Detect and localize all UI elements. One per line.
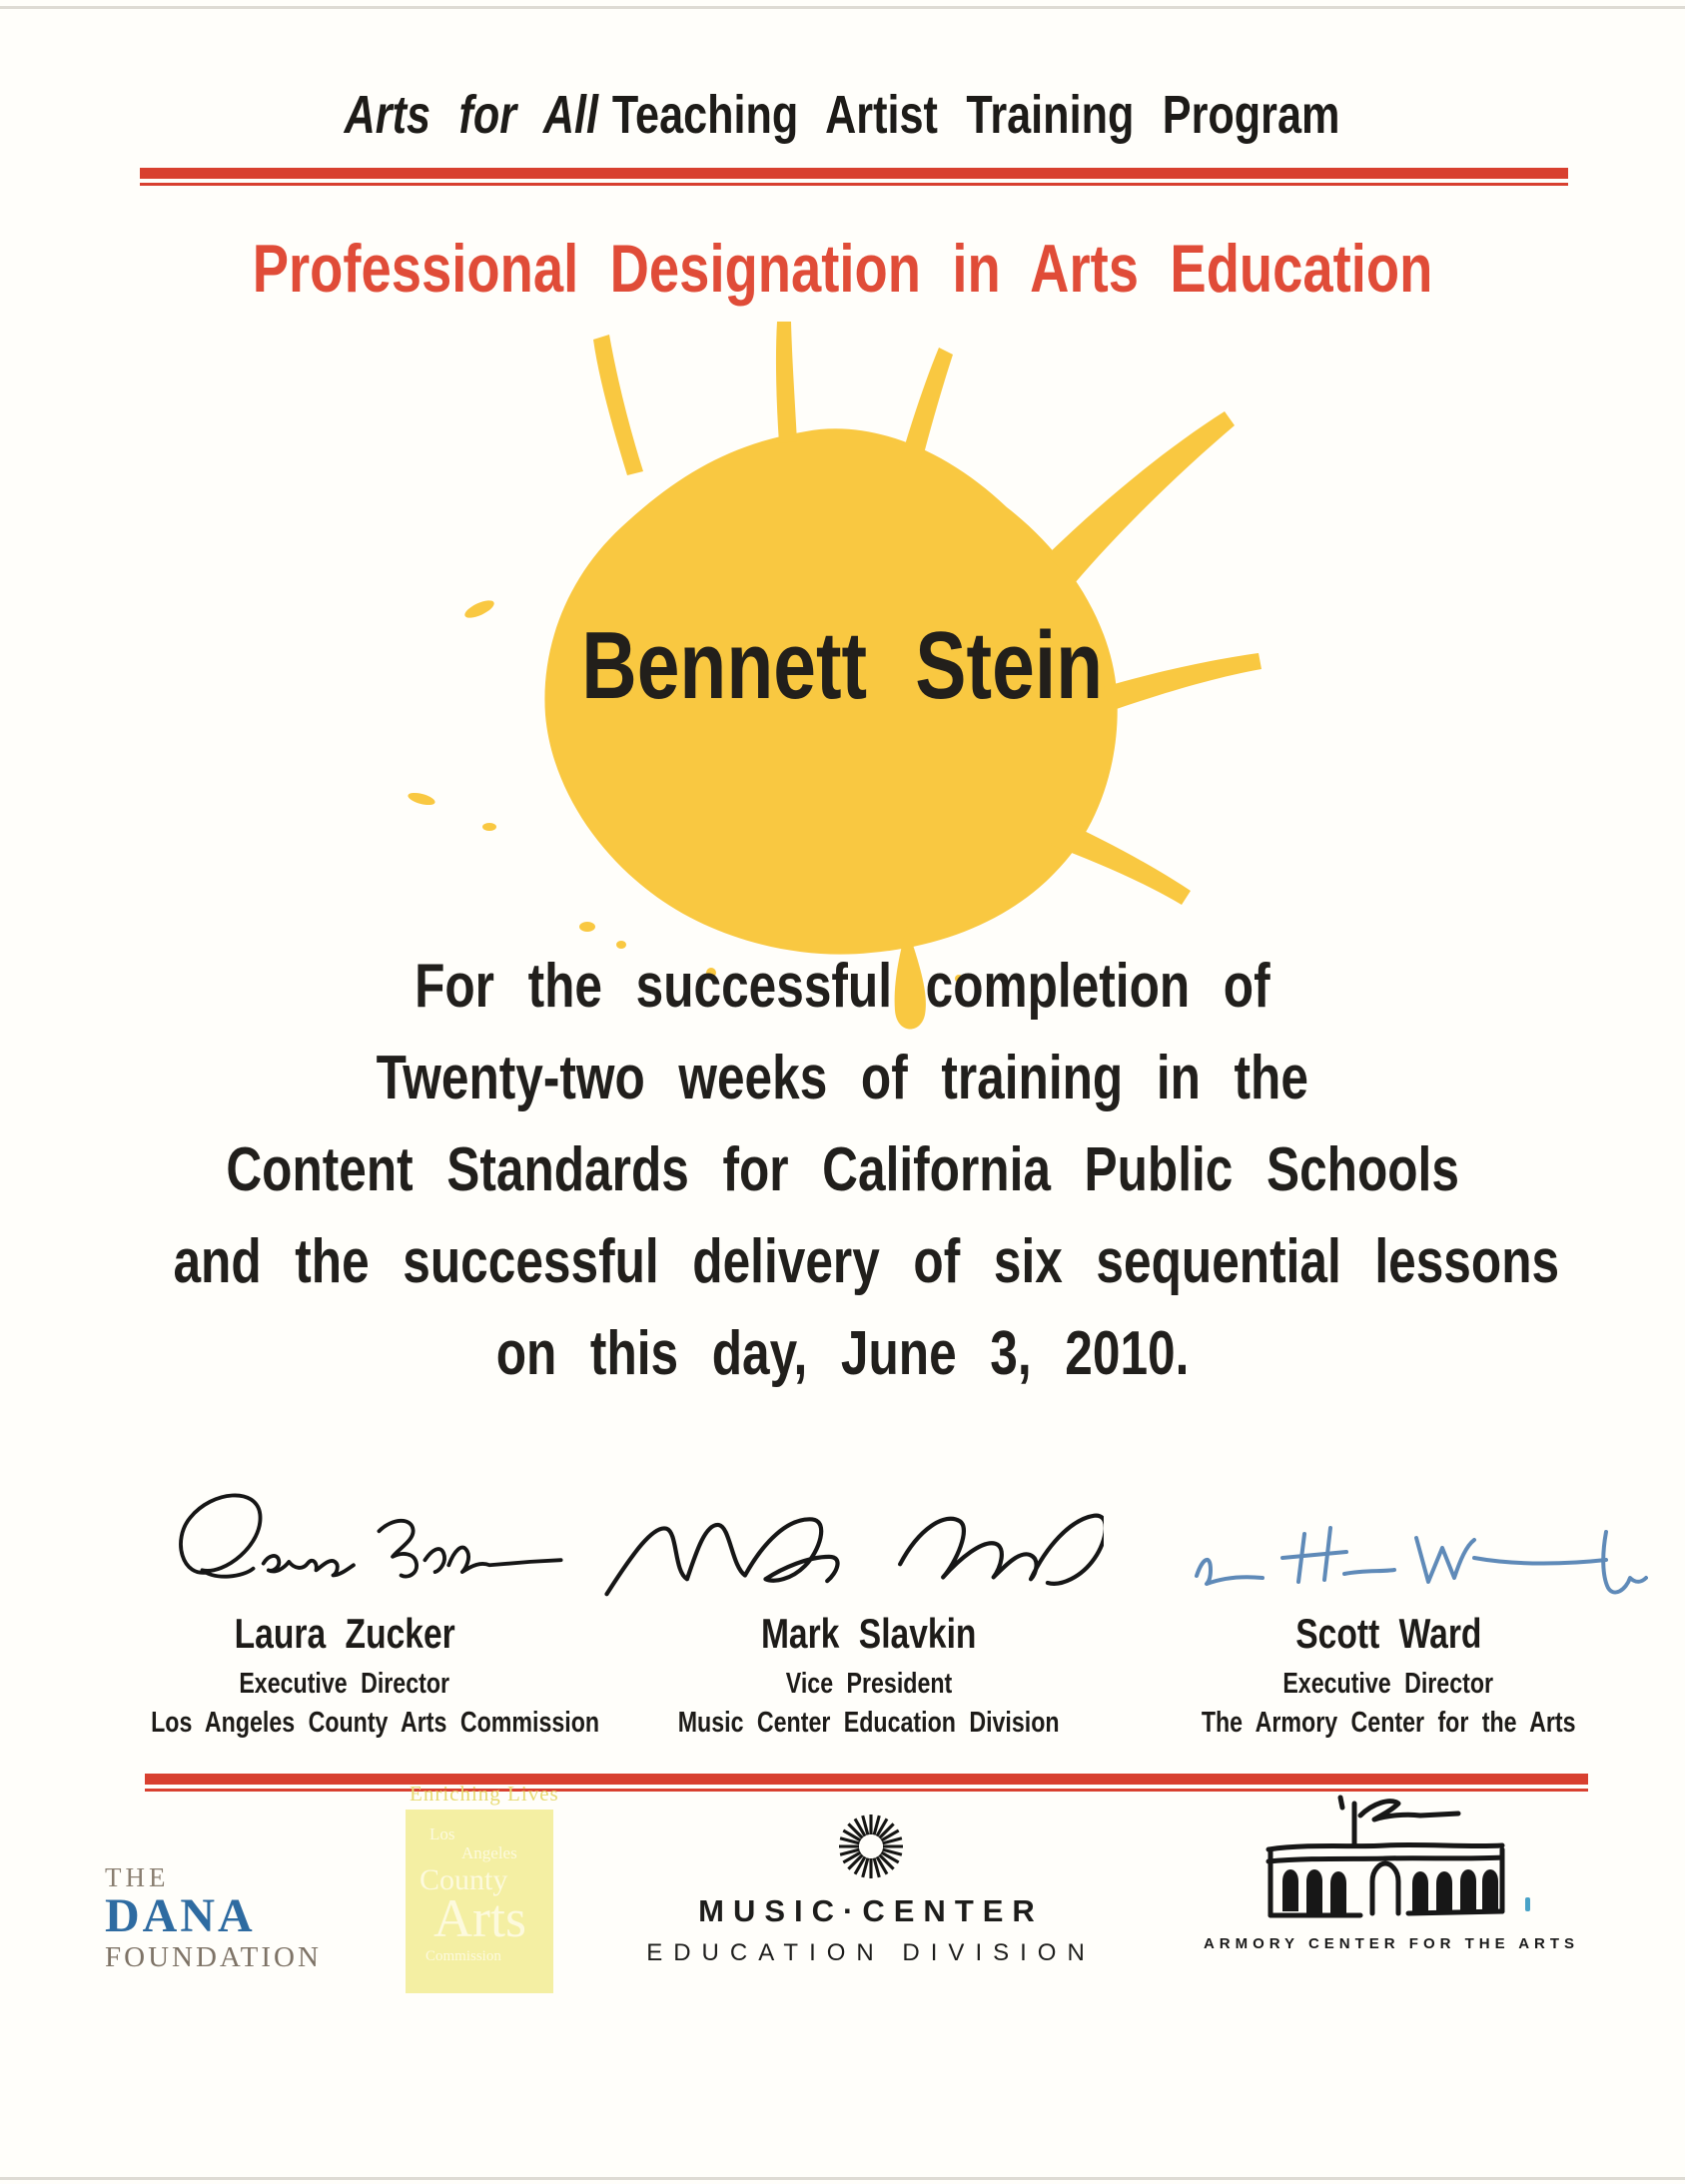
music-center-logo bbox=[571, 1812, 1171, 1967]
signer-organization: Music Center Education Division bbox=[678, 1707, 1060, 1739]
scan-edge-bottom bbox=[0, 2177, 1685, 2180]
dana-logo-the: THE bbox=[105, 1862, 170, 1892]
lac-word-arts: Arts bbox=[433, 1888, 526, 1948]
top-divider-rule bbox=[140, 168, 1568, 186]
body-line bbox=[0, 1124, 1685, 1216]
la-county-arts-commission-logo bbox=[406, 1810, 553, 1993]
body-line-1-text: For the successful completion of bbox=[415, 952, 1270, 1021]
lac-word-angeles: Angeles bbox=[461, 1843, 517, 1862]
lac-word-county: County bbox=[420, 1863, 508, 1896]
body-line-4-text: and the successful delivery of six sequential lessons bbox=[173, 1227, 1560, 1296]
signer-organization: Los Angeles County Arts Commission bbox=[151, 1707, 600, 1739]
scan-edge-top bbox=[0, 6, 1685, 9]
recipient-name bbox=[0, 611, 1685, 721]
signer-title: Vice President bbox=[785, 1668, 953, 1700]
top-rule-thin-line bbox=[140, 183, 1568, 186]
body-line bbox=[0, 1033, 1685, 1124]
body-line bbox=[0, 941, 1685, 1033]
signer-title: Executive Director bbox=[1282, 1668, 1494, 1700]
dana-logo-dana: DANA bbox=[105, 1889, 256, 1943]
body-line bbox=[0, 1308, 1685, 1400]
signature-scott-ward bbox=[1179, 1498, 1648, 1608]
lac-word-commission: Commission bbox=[425, 1948, 501, 1964]
recipient-name-text: Bennett Stein bbox=[581, 612, 1104, 719]
music-center-name: MUSIC·CENTER bbox=[698, 1893, 1044, 1928]
dana-foundation-logo bbox=[105, 1863, 322, 1972]
lac-word-los: Los bbox=[429, 1824, 455, 1843]
sunburst-icon bbox=[836, 1812, 906, 1881]
body-line-2-text: Twenty-two weeks of training in the bbox=[376, 1044, 1309, 1112]
signer-block-mark-slavkin bbox=[604, 1610, 1134, 1740]
certificate-heading-text: Professional Designation in Arts Education bbox=[252, 231, 1433, 307]
program-title-italic: Arts for All bbox=[345, 85, 599, 145]
armory-building-icon bbox=[1261, 1788, 1510, 1927]
signature-laura-zucker bbox=[165, 1476, 564, 1612]
program-title bbox=[0, 84, 1685, 146]
music-center-division: EDUCATION DIVISION bbox=[646, 1939, 1096, 1966]
signature-mark-slavkin bbox=[599, 1470, 1104, 1610]
body-line-3-text: Content Standards for California Public Schools bbox=[226, 1135, 1459, 1204]
signer-block-laura-zucker bbox=[95, 1610, 600, 1740]
la-county-arts-tagline: Enriching Lives bbox=[410, 1782, 559, 1806]
bottom-rule-thick-line bbox=[145, 1774, 1588, 1785]
blue-ink-fleck bbox=[1525, 1897, 1530, 1911]
signer-name: Laura Zucker bbox=[234, 1610, 455, 1657]
armory-center-caption: ARMORY CENTER FOR THE ARTS bbox=[1203, 1935, 1580, 1952]
signer-block-scott-ward bbox=[1139, 1610, 1638, 1740]
signer-title: Executive Director bbox=[239, 1668, 450, 1700]
body-line bbox=[0, 1216, 1685, 1308]
signer-name: Scott Ward bbox=[1294, 1610, 1482, 1657]
dana-logo-foundation: FOUNDATION bbox=[105, 1940, 322, 1973]
top-rule-thick-line bbox=[140, 168, 1568, 179]
signer-organization: The Armory Center for the Arts bbox=[1201, 1707, 1576, 1739]
certificate-body bbox=[0, 941, 1685, 1400]
signer-name: Mark Slavkin bbox=[761, 1610, 977, 1657]
body-line-5-text: on this day, June 3, 2010. bbox=[495, 1319, 1190, 1388]
program-title-rest: Teaching Artist Training Program bbox=[612, 85, 1340, 145]
